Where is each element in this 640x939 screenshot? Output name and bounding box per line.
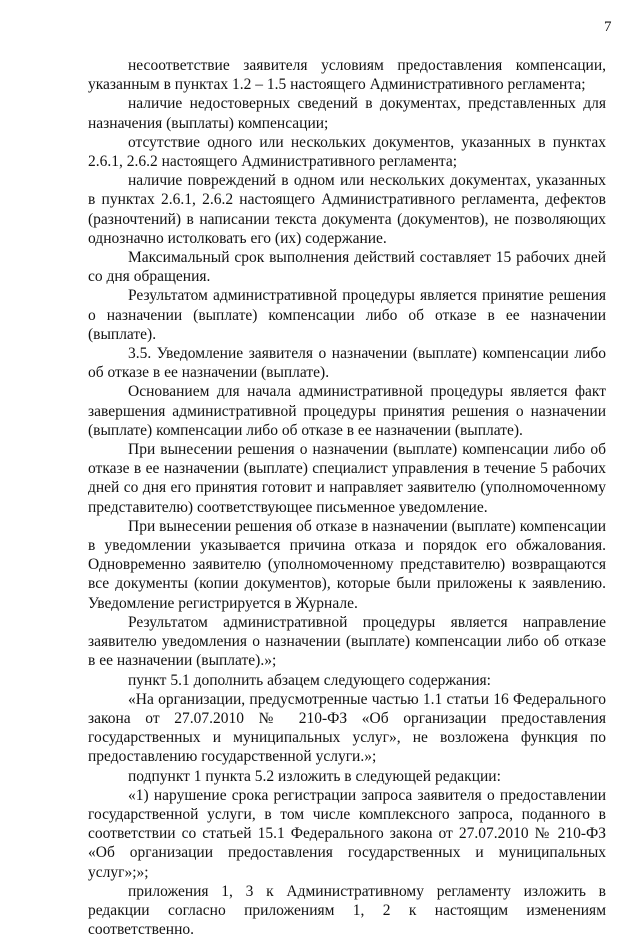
- paragraph: отсутствие одного или нескольких документов, указанных в пунктах 2.6.1, 2.6.2 настоящего Административного регламента;: [88, 133, 606, 171]
- paragraph: «1) нарушение срока регистрации запроса заявителя о предоставлении государственной услуги, в том числе комплексного запроса, поданного в соответствии со статьей 15.1 Федерального закона от 27.07.2010 № 210-ФЗ «Об организации предоставления государственных и муниципальных услуг»;»;: [88, 786, 606, 881]
- paragraph: Основанием для начала административной процедуры является факт завершения административной процедуры принятия решения о назначении (выплате) компенсации либо об отказе в ее назначении (выплате).: [88, 383, 606, 439]
- paragraph: Максимальный срок выполнения действий составляет 15 рабочих дней со дня обращения.: [88, 249, 606, 286]
- paragraph: Результатом административной процедуры является направление заявителю уведомления о назначении (выплате) компенсации либо об отказе в ее назначении (выплате).»;: [88, 613, 606, 670]
- document-body: [88, 56, 606, 939]
- paragraph: наличие недостоверных сведений в документах, представленных для назначения (выплаты) компенсации;: [88, 95, 606, 132]
- paragraph: Результатом административной процедуры является принятие решения о назначении (выплате) компенсации либо об отказе в ее назначении (выплате).: [88, 287, 606, 343]
- paragraph: подпункт 1 пункта 5.2 изложить в следующей редакции:: [128, 767, 501, 785]
- paragraph: несоответствие заявителя условиям предоставления компенсации, указанным в пунктах 1.2 – 1.5 настоящего Административного регламента;: [88, 57, 606, 94]
- paragraph: наличие повреждений в одном или нескольких документах, указанных в пунктах 2.6.1, 2.6.2 настоящего Административного регламента, дефектов (разночтений) в написании текста документа (документов), не позволяющих однозначно истолковать его (их) содержание.: [88, 172, 606, 247]
- paragraph: При вынесении решения о назначении (выплате) компенсации либо об отказе в ее назначении (выплате) специалист управления в течение 5 рабочих дней со дня его принятия готовит и направляет заявителю (уполномоченному представителю) соответствующее письменное уведомление.: [88, 441, 606, 516]
- page-number: 7: [604, 19, 612, 35]
- paragraph: При вынесении решения об отказе в назначении (выплате) компенсации в уведомлении указывается причина отказа и порядок его обжалования. Одновременно заявителю (уполномоченному представителю) возвращаются все документы (копии документов), которые были приложены к заявлению. Уведомление регистрируется в Журнале.: [88, 517, 606, 612]
- paragraph: «На организации, предусмотренные частью 1.1 статьи 16 Федерального закона от 27.07.2010 № 210-ФЗ «Об организации предоставления государственных и муниципальных услуг», не возложена функция по предоставлению государственной услуги.»;: [88, 690, 606, 766]
- paragraph: приложения 1, 3 к Административному регламенту изложить в редакции согласно приложениям 1, 2 к настоящим изменениям соответственно.: [88, 882, 606, 939]
- section-heading: 3.5. Уведомление заявителя о назначении (выплате) компенсации либо об отказе в ее назначении (выплате).: [88, 345, 606, 382]
- paragraph: пункт 5.1 дополнить абзацем следующего содержания:: [128, 671, 491, 689]
